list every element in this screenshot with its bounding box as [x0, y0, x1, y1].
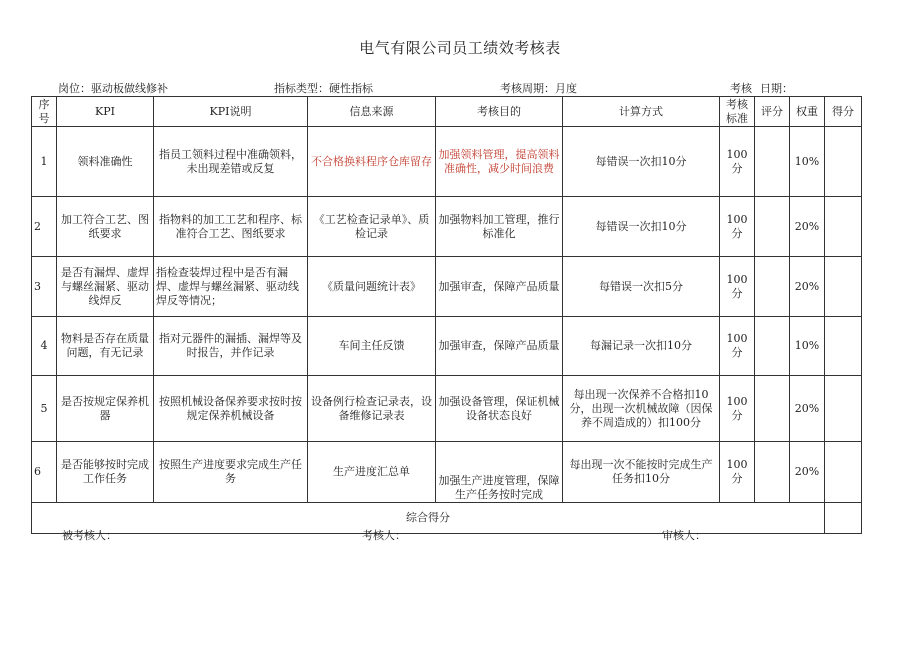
row-desc: 指物料的加工工艺和程序、标准符合工艺、图纸要求	[154, 197, 308, 257]
row-weight: 20%	[790, 197, 825, 257]
row-weight: 10%	[790, 317, 825, 376]
row-source: 《工艺检查记录单》、质检记录	[308, 197, 436, 257]
header-standard: 考核标准	[720, 97, 755, 127]
row-no: 5	[32, 376, 57, 442]
row-standard: 100分	[720, 257, 755, 317]
row-score	[755, 197, 790, 257]
row-desc: 按照生产进度要求完成生产任务	[154, 442, 308, 503]
table-row	[32, 257, 862, 317]
row-score	[755, 317, 790, 376]
row-calc: 每出现一次不能按时完成生产任务扣10分	[563, 442, 720, 503]
row-weight: 10%	[790, 127, 825, 197]
row-desc: 指检查装焊过程中是否有漏焊、虚焊与螺丝漏紧、驱动线焊反等情况；	[154, 257, 308, 317]
row-source: 设备例行检查记录表，设备维修记录表	[308, 376, 436, 442]
header-kpi-desc: KPI说明	[154, 97, 308, 127]
row-purpose: 加强物料加工管理，推行标准化	[436, 197, 563, 257]
row-result	[825, 317, 862, 376]
row-score	[755, 127, 790, 197]
row-purpose: 加强审查，保障产品质量	[436, 317, 563, 376]
table-row	[32, 442, 862, 503]
row-score	[755, 376, 790, 442]
row-calc: 每错误一次扣10分	[563, 197, 720, 257]
table-header-row	[32, 97, 862, 127]
meta-row	[0, 80, 920, 96]
row-purpose: 加强生产进度管理，保障生产任务按时完成	[436, 442, 563, 503]
signature-row	[0, 527, 920, 543]
period-label: 考核周期：月度	[500, 82, 577, 95]
position-label: 岗位：驱动板做线修补	[58, 82, 168, 95]
row-desc: 按照机械设备保养要求按时按规定保养机械设备	[154, 376, 308, 442]
row-source: 生产进度汇总单	[308, 442, 436, 503]
row-weight: 20%	[790, 257, 825, 317]
row-kpi: 物料是否存在质量问题，有无记录	[57, 317, 154, 376]
row-no: 2	[32, 197, 57, 257]
table-row	[32, 317, 862, 376]
row-no: 1	[32, 127, 57, 197]
row-score	[755, 257, 790, 317]
row-standard: 100分	[720, 317, 755, 376]
row-standard: 100分	[720, 127, 755, 197]
header-score: 评分	[755, 97, 790, 127]
row-kpi: 是否按规定保养机器	[57, 376, 154, 442]
page-title: 电气有限公司员工绩效考核表	[359, 39, 561, 57]
header-purpose: 考核目的	[436, 97, 563, 127]
assess-short-label: 考核	[730, 82, 752, 95]
header-no: 序号	[32, 97, 57, 127]
row-weight: 20%	[790, 442, 825, 503]
row-no: 6	[32, 442, 57, 503]
row-source: 车间主任反馈	[308, 317, 436, 376]
row-result	[825, 442, 862, 503]
row-result	[825, 197, 862, 257]
row-calc: 每错误一次扣10分	[563, 127, 720, 197]
reviewer-label: 审核人：	[662, 529, 706, 542]
row-purpose: 加强审查，保障产品质量	[436, 257, 563, 317]
row-standard: 100分	[720, 442, 755, 503]
row-desc: 指对元器件的漏插、漏焊等及时报告，并作记录	[154, 317, 308, 376]
header-source: 信息来源	[308, 97, 436, 127]
row-standard: 100分	[720, 197, 755, 257]
row-calc: 每漏记录一次扣10分	[563, 317, 720, 376]
row-kpi: 是否有漏焊、虚焊与螺丝漏紧、驱动线焊反	[57, 257, 154, 317]
header-weight: 权重	[790, 97, 825, 127]
row-purpose: 加强领料管理，提高领料准确性，减少时间浪费	[436, 127, 563, 197]
header-result: 得分	[825, 97, 862, 127]
row-no: 4	[32, 317, 57, 376]
row-result	[825, 376, 862, 442]
assessee-label: 被考核人：	[62, 529, 117, 542]
row-desc: 指员工领料过程中准确领料，未出现差错或反复	[154, 127, 308, 197]
row-source: 《质量问题统计表》	[308, 257, 436, 317]
row-source: 不合格换料程序仓库留存	[308, 127, 436, 197]
row-no: 3	[32, 257, 57, 317]
indicator-type-label: 指标类型：硬性指标	[274, 82, 373, 95]
row-kpi: 领料准确性	[57, 127, 154, 197]
row-kpi: 是否能够按时完成工作任务	[57, 442, 154, 503]
assessor-label: 考核人：	[362, 529, 406, 542]
header-kpi: KPI	[57, 97, 154, 127]
table-row	[32, 197, 862, 257]
row-standard: 100分	[720, 376, 755, 442]
row-kpi: 加工符合工艺、图纸要求	[57, 197, 154, 257]
row-score	[755, 442, 790, 503]
table-row	[32, 376, 862, 442]
header-calc: 计算方式	[563, 97, 720, 127]
kpi-table	[31, 96, 862, 534]
row-calc: 每错误一次扣5分	[563, 257, 720, 317]
table-row	[32, 127, 862, 197]
row-weight: 20%	[790, 376, 825, 442]
date-label: 日期：	[760, 82, 793, 95]
total-label: 综合得分	[32, 503, 825, 534]
row-result	[825, 127, 862, 197]
row-calc: 每出现一次保养不合格扣10分，出现一次机械故障（因保养不周造成的）扣100分	[563, 376, 720, 442]
row-result	[825, 257, 862, 317]
row-purpose: 加强设备管理，保证机械设备状态良好	[436, 376, 563, 442]
